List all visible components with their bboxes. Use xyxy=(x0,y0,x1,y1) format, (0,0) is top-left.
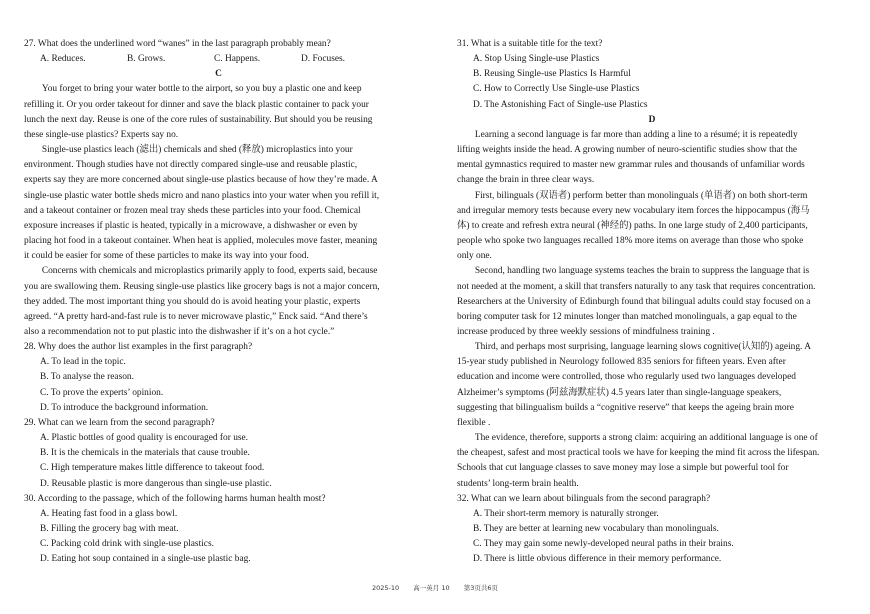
passage-d-line: Researchers at the University of Edinburgh found that bilingual adults could stay focused on a xyxy=(457,296,811,307)
option-a: A. Their short-term memory is naturally stronger. xyxy=(473,508,659,519)
passage-d-line: mental gymnastics required to master new grammar rules and thousands of unfamiliar words xyxy=(457,160,805,171)
option-d: D. There is little obvious difference in their memory performance. xyxy=(473,554,722,565)
option-c: C. High temperature makes little difference to takeout food. xyxy=(40,463,265,474)
passage-c-line: lunch the next day. Reuse is one of the core rules of sustainability. But should you be reusing xyxy=(24,114,373,125)
option-a: A. Plastic bottles of good quality is encouraged for use. xyxy=(40,433,249,444)
option-a: A. Reduces. xyxy=(40,54,86,65)
passage-d-line: the cheapest, safest and most practical tools we have for keeping the mind fit across the lifespan. xyxy=(457,448,820,459)
option-a: A. To lead in the topic. xyxy=(40,357,126,368)
option-c: C. They may gain some newly-developed neural paths in their brains. xyxy=(473,539,734,550)
passage-c-line: experts say they are more concerned about single-use plastics because of how they’re made. A xyxy=(24,175,378,186)
passage-d-line: Schools that cut language classes to save money may lose a simple but powerful tool for xyxy=(457,463,789,474)
passage-c-line: exposure increases if plastic is heated, typically in a microwave, a dishwasher or even by xyxy=(24,220,358,231)
passage-d-line: increase produced by three weekly sessions of mindfulness training . xyxy=(457,326,715,337)
passage-d-line: Second, handling two language systems teaches the brain to suppress the language that is xyxy=(474,266,810,277)
option-d: D. To introduce the background information. xyxy=(40,402,209,413)
section-c-heading: C xyxy=(215,69,222,80)
passage-d-line: Third, and perhaps most surprising, language learning slows cognitive(认知的) ageing. A xyxy=(474,342,811,353)
passage-d-line: First, bilinguals (双语者) perform better than monolinguals (单语者) on both short-term xyxy=(474,190,808,201)
option-d: D. The Astonishing Fact of Single-use Plastics xyxy=(473,99,648,110)
passage-d-line: students’ long-term brain health. xyxy=(457,478,579,489)
passage-d-line: lifting weights inside the head. A growing number of neuro-scientific studies show that the xyxy=(457,145,798,156)
passage-c-line: it could be easier for some of these particles to make its way into your food. xyxy=(24,251,309,262)
passage-c-line: refilling it. Or you order takeout for dinner and save the black plastic container to pack your xyxy=(24,99,369,110)
left-column xyxy=(24,37,413,567)
option-d: D. Reusable plastic is more dangerous than single-use plastic. xyxy=(40,478,272,489)
option-a: A. Heating fast food in a glass bowl. xyxy=(40,508,178,519)
passage-c-line: Concerns with chemicals and microplastics primarily apply to food, experts said, because xyxy=(41,266,378,277)
passage-d-line: The evidence, therefore, supports a strong claim: acquiring an additional language is one of xyxy=(474,433,818,444)
passage-c-line: Single-use plastics leach (滤出) chemicals and shed (释放) microplastics into your xyxy=(41,145,353,156)
passage-c-line: you are swallowing them. Reusing single-use plastics like grocery bags is not a major concern, xyxy=(24,281,380,292)
option-b: B. It is the chemicals in the materials that cause trouble. xyxy=(40,448,250,459)
passage-c-line: also a recommendation not to put plastic into the dishwasher if it’s on a hot cycle.” xyxy=(24,326,335,337)
passage-d-line: and irregular memory tests because every new vocabulary item forces the hippocampus (海马 xyxy=(457,205,810,216)
passage-d-line: 15-year study published in Neurology followed 835 seniors for fifteen years. Even after xyxy=(457,357,786,368)
footer-date: 2025-10 xyxy=(372,584,400,592)
question-27: 27. What does the underlined word “wanes” in the last paragraph probably mean? xyxy=(24,39,331,49)
passage-c-line: placing hot food in a takeout container. When heat is applied, molecules move faster, meaning xyxy=(24,236,378,247)
passage-c-line: agreed. “A pretty hard-and-fast rule is to never microwave plastic,” Enck said. “And there’s xyxy=(24,311,368,322)
passage-d-line: suggesting that bilingualism builds a “cognitive reserve” that keeps the ageing brain more xyxy=(457,402,794,413)
option-c: C. Packing cold drink with single-use plastics. xyxy=(40,539,214,550)
footer-page-number: 第3页共6页 xyxy=(463,584,498,592)
footer-exam-name: 高一英月 10 xyxy=(413,584,450,592)
page-footer xyxy=(0,581,870,596)
passage-c-line: they added. The most important thing you should do is avoid heating your plastic, experts xyxy=(24,296,361,307)
passage-d-line: flexible . xyxy=(457,417,491,428)
question-29: 29. What can we learn from the second paragraph? xyxy=(24,417,215,428)
passage-c-line: single-use plastic water bottle sheds micro and nano plastics into your water when you refill it, xyxy=(24,190,380,201)
passage-d-line: not needed at the moment, a skill that transfers naturally to any task that requires concentration. xyxy=(457,281,816,292)
option-b: B. Grows. xyxy=(127,54,166,65)
option-c: C. To prove the experts’ opinion. xyxy=(40,387,164,398)
passage-c-line: and a takeout container or frozen meal tray sheds these particles into your food. Chemical xyxy=(24,205,361,216)
question-28: 28. Why does the author list examples in the first paragraph? xyxy=(24,342,253,353)
option-b: B. They are better at learning new vocabulary than monolinguals. xyxy=(473,524,719,534)
passage-c-line: You forget to bring your water bottle to the airport, so you buy a plastic one and keep xyxy=(41,84,362,95)
option-c: C. How to Correctly Use Single-use Plastics xyxy=(473,84,640,95)
question-32: 32. What can we learn about bilinguals from the second paragraph? xyxy=(457,493,711,504)
option-b: B. Reusing Single-use Plastics Is Harmful xyxy=(473,69,631,80)
passage-d-line: only one. xyxy=(457,251,492,262)
question-30: 30. According to the passage, which of the following harms human health most? xyxy=(24,493,326,504)
passage-d-line: boring computer task for 12 minutes longer than matched monolinguals, a gap equal to the xyxy=(457,311,797,322)
right-column xyxy=(457,37,847,567)
passage-d-line: education and income were controlled, those who regularly used two languages developed xyxy=(457,372,796,383)
passage-c-line: environment. Though studies have not directly compared single-use and reusable plastic, xyxy=(24,160,358,171)
passage-d-line: Alzheimer’s symptoms (阿兹海默症状) 4.5 years later than single-language speakers, xyxy=(457,387,782,398)
option-a: A. Stop Using Single-use Plastics xyxy=(473,54,600,65)
option-b: B. Filling the grocery bag with meat. xyxy=(40,524,179,534)
passage-d-line: Learning a second language is far more than adding a line to a résumé; it is repeatedly xyxy=(474,129,798,140)
question-31: 31. What is a suitable title for the text? xyxy=(457,39,603,49)
option-d: D. Focuses. xyxy=(301,54,346,65)
passage-d-line: people who spoke two languages recalled 18% more items on average than those who spoke xyxy=(457,236,804,247)
section-d-heading: D xyxy=(648,114,656,125)
passage-c-line: these single-use plastics? Experts say no. xyxy=(24,129,179,140)
passage-d-line: 体) to create and refresh extra neural (神经的) paths. In one large study of 2,400 participants, xyxy=(457,220,808,231)
option-b: B. To analyse the reason. xyxy=(40,372,134,383)
question-27-options xyxy=(24,52,413,67)
option-c: C. Happens. xyxy=(214,54,261,65)
option-d: D. Eating hot soup contained in a single-use plastic bag. xyxy=(40,554,251,565)
passage-d-line: change the brain in three clear ways. xyxy=(457,175,595,186)
